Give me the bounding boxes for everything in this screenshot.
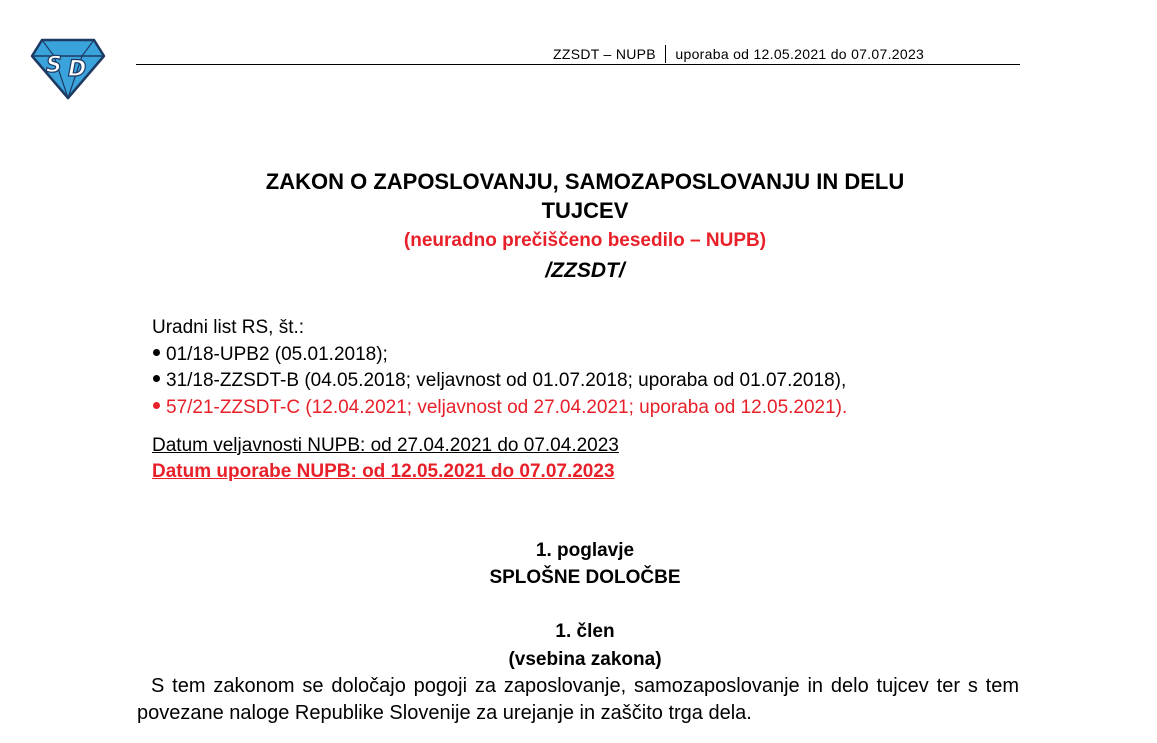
diamond-logo-icon [30,38,106,100]
article-body-text: S tem zakonom se določajo pogoji za zaposlovanje, samozaposlovanje in delo tujcev ter s tem povezane naloge Republike Slovenije za urejanje in zaščito trga dela. [137,675,1019,724]
official-gazette-list [152,315,847,421]
svg-text:D: D [68,57,87,82]
article-title: (vsebina zakona) [508,649,662,670]
nupb-dates [152,433,619,485]
page-header [553,45,924,63]
list-item: 57/21-ZZSDT-C (12.04.2021; veljavnost od 27.04.2021; uporaba od 12.05.2021). [152,395,847,422]
bullet-icon [153,375,160,382]
chapter-title: SPLOŠNE DOLOČBE [489,567,681,588]
list-item: 01/18-UPB2 (05.01.2018); [152,342,847,369]
bullet-icon [153,402,160,409]
svg-text:S: S [46,53,62,78]
header-usage-period: uporaba od 12.05.2021 do 07.07.2023 [675,46,925,62]
header-rule [136,64,1020,65]
law-abbreviation: /ZZSDT/ [545,259,625,282]
article-body [137,673,1019,727]
chapter-number: 1. poglavje [535,540,635,561]
bullet-icon [153,349,160,356]
validity-date: Datum veljavnosti NUPB: od 27.04.2021 do 07.04.2023 [152,435,619,456]
usage-date: Datum uporabe NUPB: od 12.05.2021 do 07.07.2023 [152,461,615,482]
law-subtitle: (neuradno prečiščeno besedilo – NUPB) [403,230,767,251]
article-number: 1. člen [555,621,615,642]
header-separator [665,45,667,63]
list-item: 31/18-ZZSDT-B (04.05.2018; veljavnost od 01.07.2018; uporaba od 01.07.2018), [152,368,847,395]
official-gazette-label: Uradni list RS, št.: [152,317,305,338]
law-title-line-1: ZAKON O ZAPOSLOVANJU, SAMOZAPOSLOVANJU IN DELU [265,169,905,194]
law-title-line-2: TUJCEV [541,198,629,223]
header-doc-code: ZZSDT – NUPB [553,46,656,62]
